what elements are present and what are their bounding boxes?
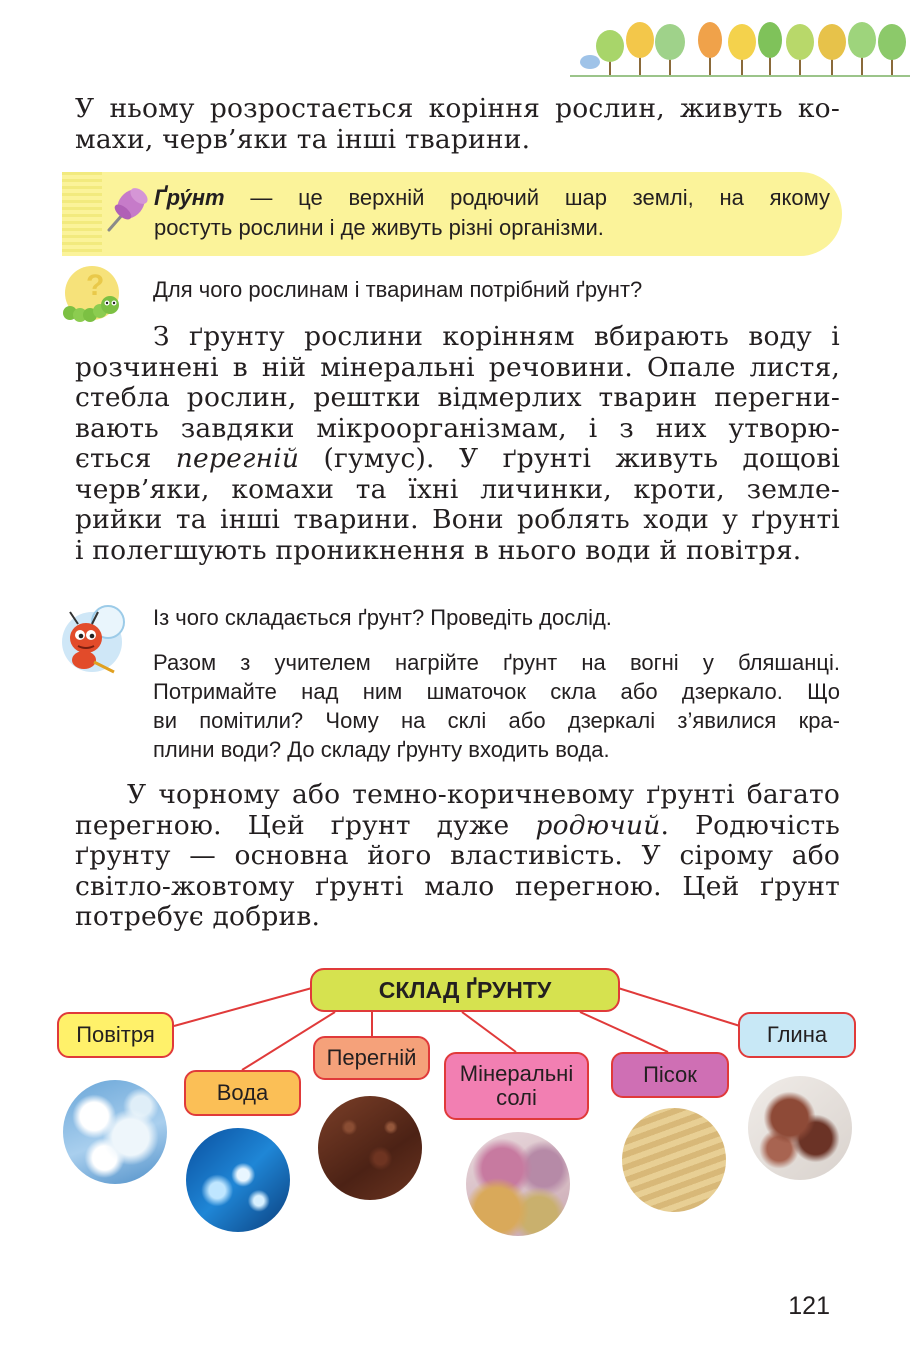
pushpin-icon bbox=[95, 180, 155, 240]
term-fertile: родючий bbox=[535, 809, 661, 841]
definition-text bbox=[154, 183, 830, 243]
text-line: рийки та інші тварини. Вони роблять ходи у ґрунті bbox=[75, 504, 840, 535]
text-line: вають завдяки мікроорганізмам, і з них утворю- bbox=[75, 412, 840, 444]
text-segment: перегною. Цей ґрунт дуже bbox=[75, 809, 536, 841]
definition-box bbox=[62, 172, 842, 256]
text-line: У чорному або темно-коричневому ґрунті багато bbox=[127, 779, 840, 810]
humus-soil-image bbox=[318, 1096, 422, 1200]
label-water: Вода bbox=[184, 1070, 301, 1116]
text-segment: . Родючість bbox=[660, 809, 840, 841]
text-line: і полегшують проникнення в нього води й повітря. bbox=[75, 534, 802, 566]
text-line: ви помітили? Чому на склі або дзеркалі з’явилися кра- bbox=[153, 708, 840, 733]
mineral-salts-image bbox=[466, 1132, 570, 1236]
text-line: потребує добрив. bbox=[75, 901, 321, 932]
fertility-paragraph bbox=[75, 780, 840, 933]
soil-composition-diagram bbox=[0, 960, 918, 1220]
text-line: З ґрунту рослини корінням вбирають воду і bbox=[153, 321, 840, 352]
main-paragraph bbox=[75, 322, 840, 566]
question-2: Із чого складається ґрунт? Проведіть дослід. bbox=[153, 605, 612, 630]
label-clay: Глина bbox=[738, 1012, 856, 1058]
water-splash-image bbox=[186, 1128, 290, 1232]
definition-term: Ґру́нт bbox=[154, 185, 225, 210]
label-sand: Пісок bbox=[611, 1052, 729, 1098]
text-line: розчинені в ній мінеральні речовини. Опале листя, bbox=[75, 351, 840, 383]
question-1: Для чого рослинам і тваринам потрібний ґрунт? bbox=[153, 277, 643, 302]
caterpillar-question-icon bbox=[58, 265, 130, 325]
experiment-instructions bbox=[153, 648, 840, 764]
label-mineral-salts-line2: солі bbox=[496, 1085, 537, 1110]
label-mineral-salts bbox=[444, 1052, 589, 1120]
text-line: У ньому розростається коріння рослин, живуть ко- bbox=[75, 93, 840, 124]
text-line bbox=[75, 444, 840, 475]
definition-line1: — це верхній родючий шар землі, на якому bbox=[224, 185, 830, 210]
text-segment: (гумус). У ґрунті живуть дощові bbox=[299, 443, 840, 474]
text-line: Разом з учителем нагрійте ґрунт на вогні у бляшанці. bbox=[153, 650, 840, 675]
term-humus: перегній bbox=[175, 443, 300, 474]
sand-image bbox=[622, 1108, 726, 1212]
ant-scientist-icon bbox=[56, 602, 130, 678]
text-line: світло-жовтому ґрунті мало перегною. Цей ґрунт bbox=[75, 870, 840, 902]
trees-decoration bbox=[570, 18, 910, 80]
text-line: ґрунту — основна його властивість. У сірому або bbox=[75, 840, 840, 871]
intro-paragraph bbox=[75, 94, 840, 155]
text-line bbox=[75, 811, 840, 842]
text-line: черв’яки, комахи та їхні личинки, кроти, земле- bbox=[75, 473, 840, 505]
label-humus: Перегній bbox=[313, 1036, 430, 1080]
label-mineral-salts-line1: Мінеральні bbox=[459, 1061, 574, 1086]
diagram-title: СКЛАД ҐРУНТУ bbox=[310, 968, 620, 1012]
definition-line2: ростуть рослини і де живуть різні організми. bbox=[154, 215, 604, 240]
text-line: Потримайте над ним шматочок скла або дзеркало. Що bbox=[153, 679, 840, 704]
text-line: плини води? До складу ґрунту входить вода. bbox=[153, 737, 610, 762]
page-number: 121 bbox=[788, 1292, 830, 1320]
text-line: махи, черв’яки та інші тварини. bbox=[75, 123, 531, 155]
text-segment: ється bbox=[75, 443, 176, 474]
air-clouds-image bbox=[63, 1080, 167, 1184]
clay-image bbox=[748, 1076, 852, 1180]
label-air: Повітря bbox=[57, 1012, 174, 1058]
svg-text:?: ? bbox=[86, 269, 105, 302]
text-line: стебла рослин, рештки відмерлих тварин перегни- bbox=[75, 382, 840, 413]
